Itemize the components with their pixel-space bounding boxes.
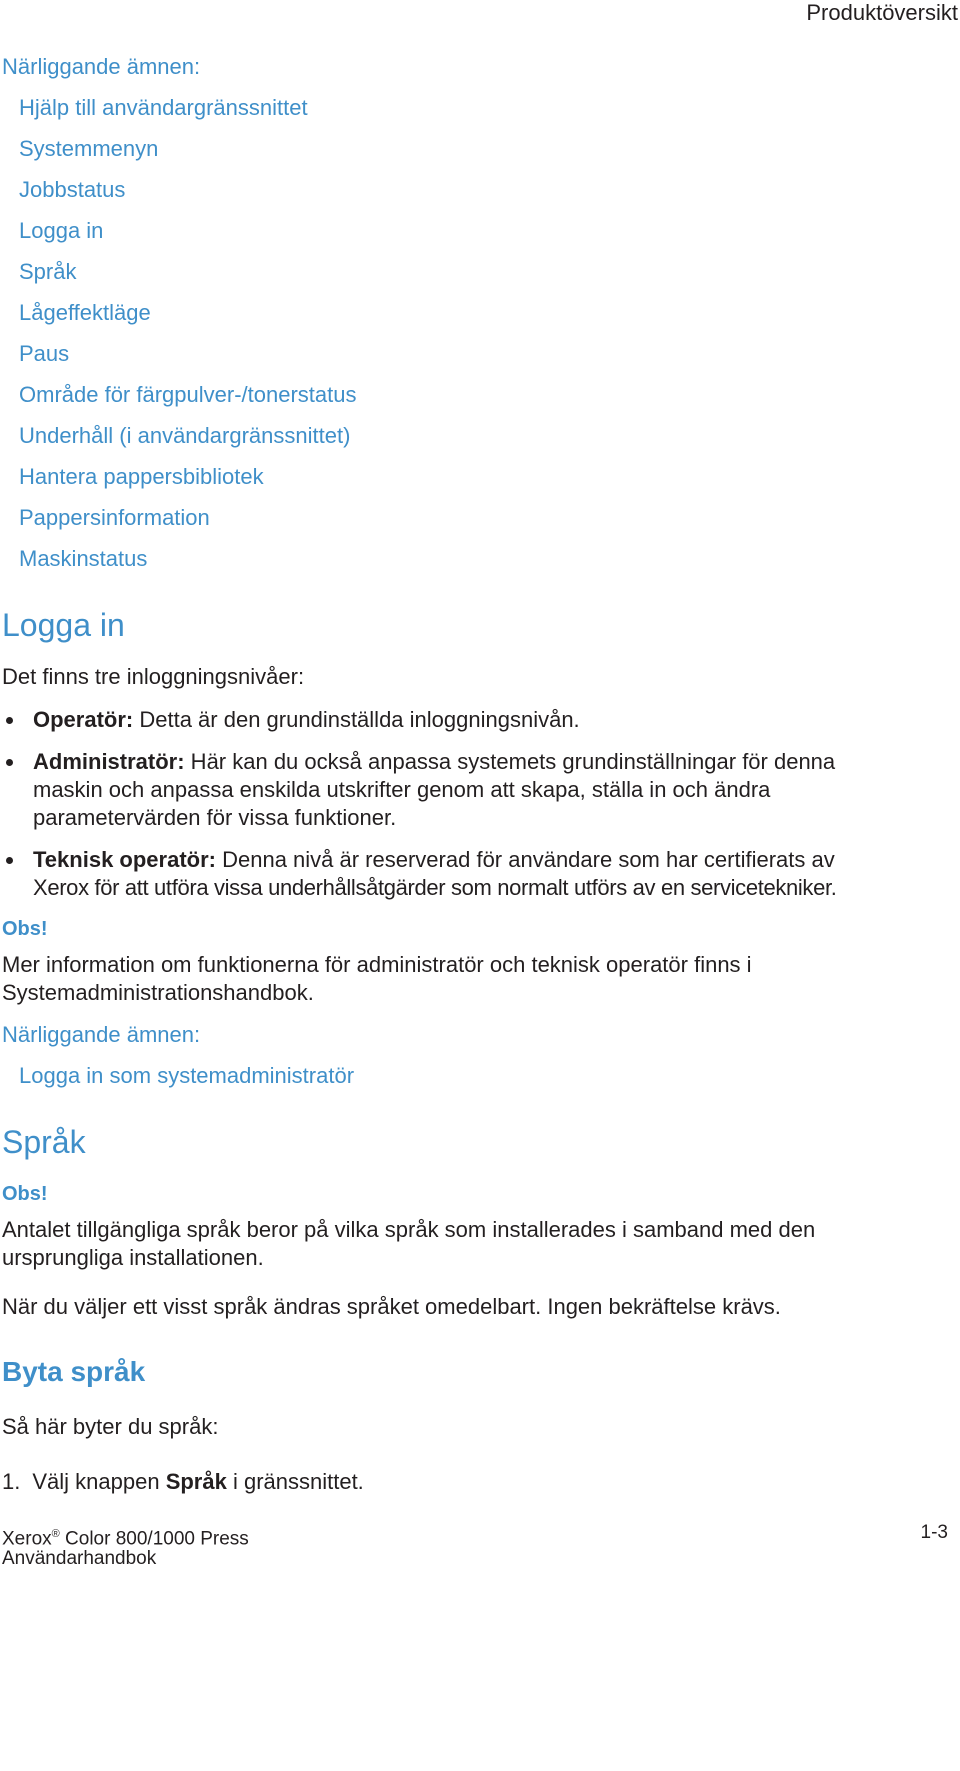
related-topics-heading: Närliggande ämnen:	[2, 54, 201, 79]
link-login-as-admin[interactable]: Logga in som systemadministratör	[19, 1063, 355, 1088]
registered-mark: ®	[51, 1528, 60, 1540]
language-note-line1: Antalet tillgängliga språk beror på vilka språk som installerades i samband med den	[2, 1217, 816, 1242]
page-number: 1-3	[920, 1522, 948, 1543]
tech-operator-description-line2: Xerox för att utföra vissa underhållsåtgärder som normalt utförs av en servicetekniker.	[33, 875, 837, 900]
term-operator: Operatör:	[33, 707, 134, 732]
note-text-line1: Mer information om funktionerna för administratör och teknisk operatör finns i	[2, 952, 752, 977]
link-toner-status-area[interactable]: Område för färgpulver-/tonerstatus	[19, 382, 357, 407]
related-topics-heading: Närliggande ämnen:	[2, 1022, 201, 1047]
step-button-name: Språk	[165, 1469, 227, 1494]
language-paragraph: När du väljer ett visst språk ändras språket omedelbart. Ingen bekräftelse krävs.	[2, 1294, 781, 1319]
link-ui-help[interactable]: Hjälp till användargränssnittet	[19, 95, 308, 120]
link-login[interactable]: Logga in	[19, 218, 104, 243]
section-title-language: Språk	[2, 1124, 86, 1160]
section-title-login: Logga in	[2, 607, 125, 643]
step-text-after: i gränssnittet.	[226, 1469, 364, 1494]
bullet-marker	[6, 759, 13, 766]
subsection-title-change-language: Byta språk	[2, 1356, 146, 1387]
footer-product-name: Color 800/1000 Press	[59, 1528, 249, 1550]
link-machine-status[interactable]: Maskinstatus	[19, 546, 148, 571]
admin-description-line1: Här kan du också anpassa systemets grundinställningar för denna	[184, 749, 836, 774]
procedure-intro: Så här byter du språk:	[2, 1414, 219, 1439]
note-text-line2: Systemadministrationshandbok.	[2, 980, 314, 1005]
term-tech-operator: Teknisk operatör:	[33, 847, 216, 872]
language-note-line2: ursprungliga installationen.	[2, 1245, 264, 1270]
link-language[interactable]: Språk	[19, 259, 77, 284]
admin-description-line2: maskin och anpassa enskilda utskrifter genom att skapa, ställa in och ändra	[33, 777, 771, 802]
tech-operator-description-line1: Denna nivå är reserverad för användare som har certifierats av	[215, 847, 835, 872]
footer-brand: Xerox	[2, 1528, 52, 1550]
running-header: Produktöversikt	[806, 0, 958, 25]
link-paper-library[interactable]: Hantera pappersbibliotek	[19, 464, 264, 489]
link-job-status[interactable]: Jobbstatus	[19, 177, 126, 202]
operator-description: Detta är den grundinställda inloggningsnivån.	[133, 707, 580, 732]
note-label: Obs!	[2, 918, 48, 940]
link-system-menu[interactable]: Systemmenyn	[19, 136, 159, 161]
procedure-step	[2, 1466, 364, 1498]
admin-description-line3: parametervärden för vissa funktioner.	[33, 805, 397, 830]
link-low-power-mode[interactable]: Lågeffektläge	[19, 300, 151, 325]
login-intro: Det finns tre inloggningsnivåer:	[2, 664, 305, 689]
link-pause[interactable]: Paus	[19, 341, 70, 366]
bullet-marker	[6, 857, 13, 864]
bullet-marker	[6, 717, 13, 724]
footer-doc-name: Användarhandbok	[2, 1548, 157, 1569]
link-paper-information[interactable]: Pappersinformation	[19, 505, 210, 530]
link-maintenance[interactable]: Underhåll (i användargränssnittet)	[19, 423, 351, 448]
note-label: Obs!	[2, 1183, 48, 1205]
step-number: 1.	[2, 1469, 21, 1494]
login-level-operator	[33, 704, 580, 736]
step-text-before: Välj knappen	[32, 1469, 166, 1494]
term-administrator: Administratör:	[33, 749, 185, 774]
